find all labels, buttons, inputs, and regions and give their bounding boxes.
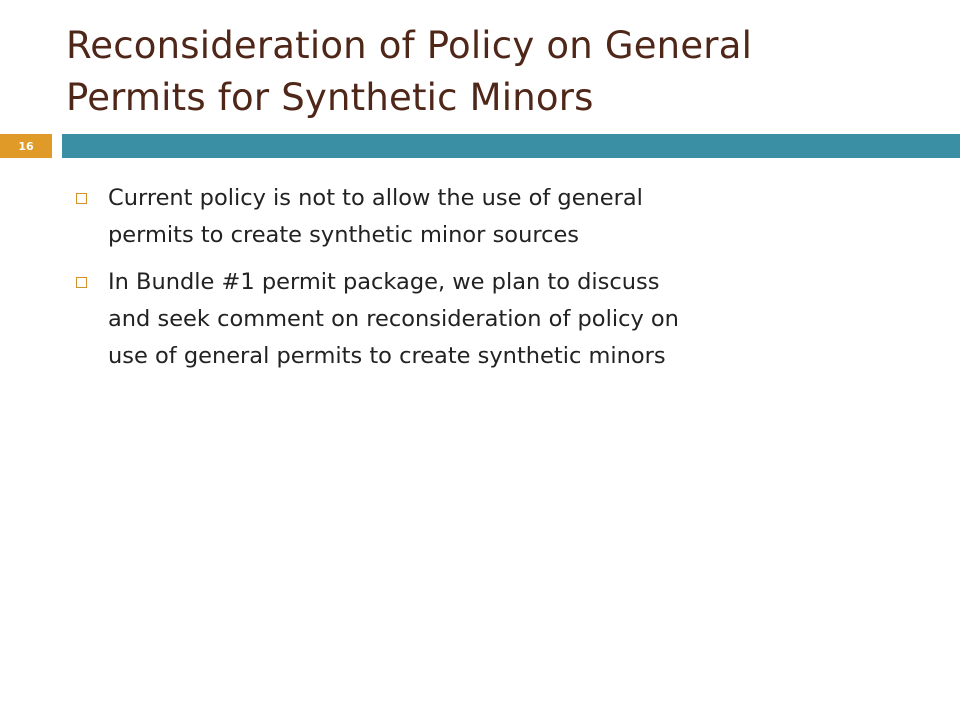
bullet-item: [70, 180, 890, 254]
hollow-square-bullet-icon: [76, 193, 87, 204]
hollow-square-bullet-icon: [76, 277, 87, 288]
bullet-text-line: and seek comment on reconsideration of policy on: [108, 306, 679, 332]
bullet-text-line: In Bundle #1 permit package, we plan to discuss: [108, 269, 660, 295]
slide-title-line-1: Reconsideration of Policy on General: [66, 24, 753, 67]
bullet-list: [70, 180, 890, 385]
slide-number-badge: [0, 134, 52, 158]
title-divider-bar: [62, 134, 960, 158]
bullet-text-line: permits to create synthetic minor sources: [108, 222, 580, 248]
bullet-item: [70, 264, 890, 375]
slide-title: [66, 20, 926, 124]
slide-title-line-2: Permits for Synthetic Minors: [66, 76, 594, 119]
slide-number: 16: [18, 139, 34, 153]
bullet-text-line: Current policy is not to allow the use of general: [108, 185, 643, 211]
bullet-text-line: use of general permits to create synthetic minors: [108, 343, 666, 369]
